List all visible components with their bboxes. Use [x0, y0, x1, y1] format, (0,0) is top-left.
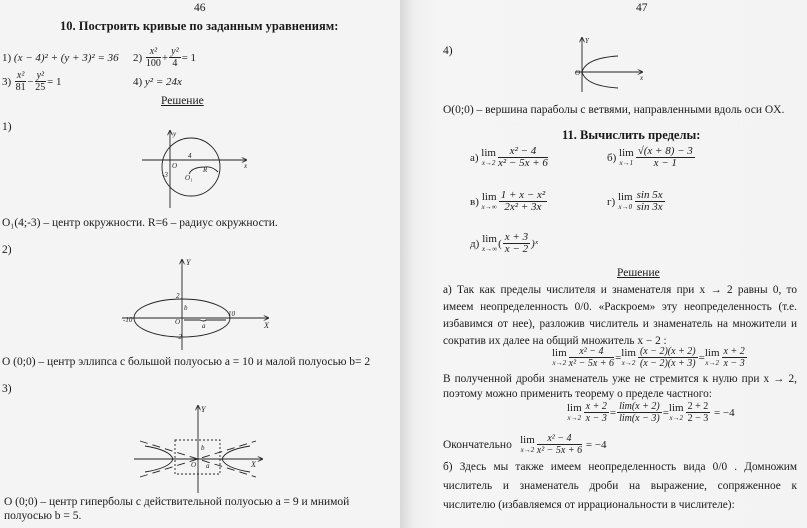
solution-paragraph-b: б) Здесь мы также имеем неопределенность вида 0/0 . Домножим числитель и знаменатель дроби на выражение, сопряженное к числителю (избавляемся от иррациональности в числителе):	[443, 461, 797, 511]
operator: +	[161, 51, 169, 64]
item-label: 4)	[443, 45, 453, 57]
solution-paragraph-quotient: В полученной дроби знаменатель уже не стремится к нулю при x → 2, поэтому можно применить теорему о пределе частного:	[443, 373, 797, 400]
tick-label: 2	[176, 292, 180, 300]
equation-quotient: lim x→2 $\frac{x + 2}{x - 3}$ = $\frac{\lim(x + 2)}{\lim(x - 3)}$ = lim x→2 $\frac{2 + 2}{2 - 3}$ = −4	[567, 401, 735, 424]
limit-g: г) lim x→0 $\frac{\sin 5x}{\sin 3x}$	[607, 189, 663, 213]
equation-expr: (x − 4)² + (y + 3)² = 36	[13, 52, 119, 64]
circle-curve	[162, 138, 220, 196]
circle-figure	[142, 131, 246, 208]
tick-label: 10	[228, 310, 235, 318]
hyperbola-figure	[134, 406, 262, 493]
origin-label: O	[575, 69, 581, 77]
a-brace	[184, 320, 226, 321]
limit-a: а) lim x→2 $\frac{\text{x² − 4}}{\text{x² − 5x + 6}}$	[470, 145, 548, 169]
origin-label: O	[191, 461, 197, 469]
equation-label: 1)	[2, 52, 12, 64]
limit-v: в) lim x→∞ $\frac{\text{1 + x − x²}}{\text{2x² + 3x}}$	[470, 189, 546, 213]
operator: −	[27, 75, 34, 88]
center-label: O₁	[185, 174, 193, 182]
rhs: = 1	[47, 75, 62, 88]
hyperbola-caption-line1: O (0;0) – центр гиперболы с действительной полуосью a = 9 и мнимой	[4, 496, 350, 508]
limit-b: б) lim x→1 $\frac{√(x + 8) - 3}{x - 1}$	[607, 145, 693, 169]
axis-label: X	[251, 460, 256, 469]
equation-label: 3)	[2, 75, 12, 88]
origin-label: O	[175, 318, 181, 326]
a-label: a	[206, 462, 210, 470]
axis-label: Y	[585, 37, 589, 45]
equation-expr: y² = 24x	[144, 76, 182, 88]
hyperbola-caption-line2: полуосью b = 5.	[4, 510, 82, 522]
fraction: $\frac{\text{x²}}{100}$	[145, 46, 161, 69]
axis-label: X	[264, 321, 269, 330]
page-number: 47	[636, 2, 648, 14]
axis-label: Y	[201, 405, 206, 414]
origin-label: O	[172, 162, 178, 170]
section-title: 11. Вычислить пределы:	[562, 128, 701, 142]
tick-label: -3	[162, 171, 168, 179]
item-label: 1)	[2, 121, 12, 133]
circle-caption: O₁(4;-3) – центр окружности. R=6 – радиус окружности.	[2, 217, 278, 229]
ellipse-figure	[122, 260, 268, 350]
axis-label: y	[173, 130, 177, 138]
page-number: 46	[194, 2, 206, 14]
fraction: $\frac{\text{y²}}{25}$	[35, 70, 46, 93]
tick-label: -2	[176, 333, 182, 341]
limit-d: д) lim x→∞ ( $\frac{x + 3}{x - 2}$ )ˣ	[470, 231, 538, 255]
final-result: Окончательно lim x→2 $\frac{\text{x² − 4}}{\text{x² − 5x + 6}}$ = −4	[443, 433, 607, 456]
item-label: 2)	[2, 244, 12, 256]
b-label: b	[201, 444, 205, 452]
axis-label: x	[640, 74, 644, 82]
radius-label: R	[203, 166, 208, 174]
axis-label: x	[244, 162, 248, 170]
solution-heading: Решение	[161, 95, 204, 107]
parabola-caption: O(0;0) – вершина параболы с ветвями, направленными вдоль оси OX.	[443, 104, 785, 116]
parabola-figure	[575, 38, 642, 92]
rhs: = 1	[181, 51, 197, 64]
tick-label: -10	[123, 316, 133, 324]
solution-paragraph-a: а) Так как пределы числителя и знаменателя при x → 2 равны 0, то имеем неопределенность 0/0. «Раскроем» эту неопределенность (т.е. избавимся от нее), разложив числитель и знаменатель на множители и сократив их далее на общий множитель x − 2 :	[443, 284, 797, 347]
b-label: b	[184, 304, 188, 312]
equation-factorization: lim x→2 $\frac{\text{x² − 4}}{\text{x² − 5x + 6}}$ = lim x→2 $\frac{(x - 2)(x + 2)}{(x - 2)(x + 3)}$ = lim x→2 $\frac{x + 2}{x - 3}$	[552, 346, 745, 369]
equation-label: 2)	[133, 51, 143, 64]
solution-heading: Решение	[617, 267, 660, 279]
item-label: 3)	[2, 383, 12, 395]
a-label: a	[202, 322, 206, 330]
equation-label: 4)	[133, 76, 143, 88]
fraction: $\frac{\text{x²}}{81}$	[15, 70, 26, 93]
tick-label: 4	[188, 152, 192, 160]
axis-label: Y	[186, 258, 191, 267]
section-title: 10. Построить кривые по заданным уравнениям:	[60, 19, 339, 33]
fraction: $\frac{\text{y²}}{4}$	[171, 46, 179, 69]
asymptote-box	[175, 440, 220, 474]
ellipse-caption: O (0;0) – центр эллипса с большой полуосью a = 10 и малой полуосью b= 2	[2, 356, 371, 368]
